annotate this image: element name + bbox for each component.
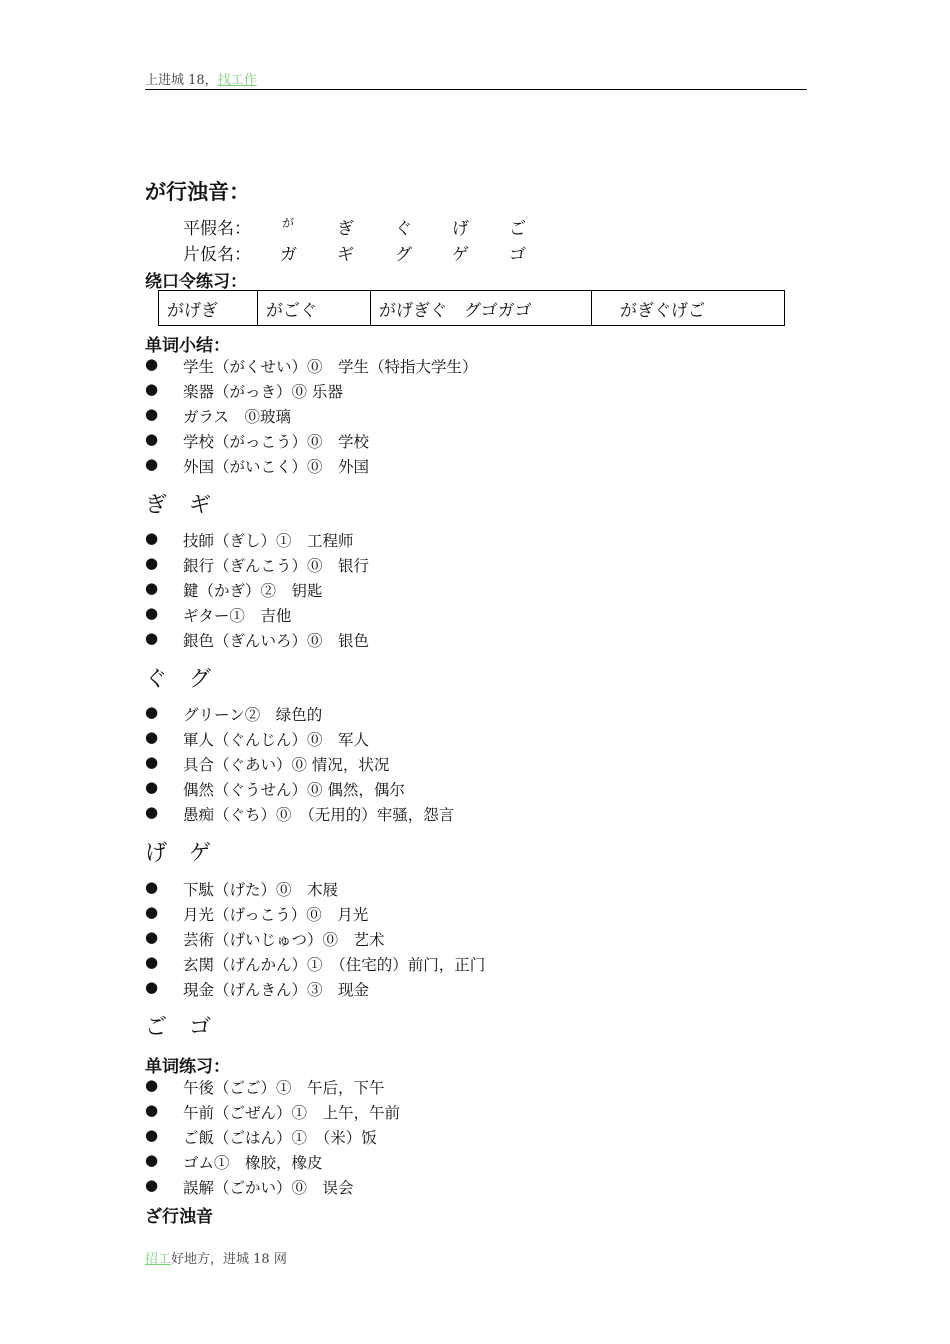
hiragana-gu: ぐ	[395, 219, 412, 239]
tongue-twister-table	[158, 290, 785, 326]
bullet-icon: ●	[145, 579, 159, 597]
footer-link[interactable]: 招工	[145, 1252, 172, 1267]
bullet-icon: ●	[145, 1176, 159, 1194]
table-cell: がげぎぐ グゴガゴ	[371, 291, 592, 326]
bullet-icon: ●	[145, 728, 159, 746]
hiragana-ga: が	[282, 216, 295, 230]
bullet-icon: ●	[145, 1151, 159, 1169]
section-title: が行浊音：	[145, 179, 250, 204]
bullet-icon: ●	[145, 405, 159, 423]
bullet-icon: ●	[145, 803, 159, 821]
bullet-icon: ●	[145, 380, 159, 398]
katakana-label: 片仮名：	[183, 245, 251, 265]
ge-heading: げ ゲ	[145, 841, 212, 866]
table-row	[159, 291, 785, 326]
header-text: 上进城 18，	[145, 73, 218, 88]
hiragana-label: 平假名：	[183, 219, 251, 239]
table-cell: がぎぐげご	[592, 291, 785, 326]
katakana-ge: ゲ	[452, 245, 469, 265]
hiragana-go: ご	[509, 219, 526, 239]
katakana-gu: グ	[395, 245, 412, 265]
bullet-icon: ●	[145, 903, 159, 921]
bullet-icon: ●	[145, 778, 159, 796]
word-practice-label: 单词练习：	[145, 1057, 230, 1077]
bullet-icon: ●	[145, 604, 159, 622]
bullet-icon: ●	[145, 355, 159, 373]
katakana-gi: ギ	[337, 245, 354, 265]
gu-heading: ぐ グ	[145, 667, 212, 692]
page-footer	[145, 1248, 287, 1267]
bullet-icon: ●	[145, 928, 159, 946]
bullet-icon: ●	[145, 529, 159, 547]
tongue-twister-label: 绕口令练习：	[145, 272, 247, 292]
table-cell: がげぎ	[159, 291, 258, 326]
table-cell: がごぐ	[258, 291, 371, 326]
bullet-icon: ●	[145, 703, 159, 721]
bullet-icon: ●	[145, 554, 159, 572]
bullet-icon: ●	[145, 878, 159, 896]
header-link[interactable]: 找工作	[217, 73, 257, 88]
katakana-ga: ガ	[280, 245, 297, 265]
hiragana-gi: ぎ	[337, 219, 354, 239]
bullet-icon: ●	[145, 629, 159, 647]
bullet-icon: ●	[145, 1101, 159, 1119]
hiragana-ge: げ	[452, 219, 469, 239]
bullet-icon: ●	[145, 430, 159, 448]
bullet-icon: ●	[145, 978, 159, 996]
bullet-icon: ●	[145, 1126, 159, 1144]
bullet-icon: ●	[145, 753, 159, 771]
bullet-icon: ●	[145, 953, 159, 971]
footer-text: 好地方，进城 18 网	[171, 1252, 287, 1267]
go-heading: ご ゴ	[145, 1015, 212, 1040]
bullet-icon: ●	[145, 1076, 159, 1094]
gi-heading: ぎ ギ	[145, 493, 212, 518]
bullet-icon: ●	[145, 455, 159, 473]
katakana-go: ゴ	[509, 245, 526, 265]
page-header	[145, 69, 807, 90]
vocab-summary-label: 单词小结：	[145, 336, 230, 356]
next-section-title: ざ行浊音	[145, 1207, 213, 1227]
